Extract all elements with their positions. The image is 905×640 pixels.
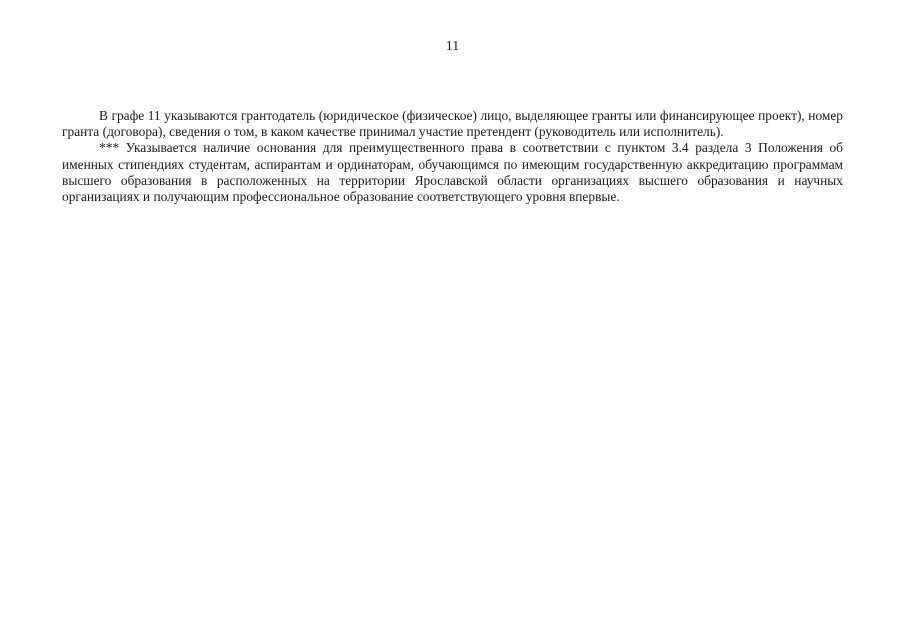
paragraph-grant-note: В графе 11 указываются грантодатель (юридическое (физическое) лицо, выделяющее гранты или финансирующее проект), номер гранта (договора), сведения о том, в каком качестве принимал участие претендент (руководитель или исполнитель).: [62, 108, 843, 140]
paragraph-preferential-right-note: *** Указывается наличие основания для преимущественного права в соответствии с пунктом 3.4 раздела 3 Положения об именных стипендиях студентам, аспирантам и ординаторам, обучающимся по имеющим государственную аккредитацию программам высшего образования в расположенных на территории Ярославской области организациях высшего образования и научных организациях и получающим профессиональное образование соответствующего уровня впервые.: [62, 140, 843, 205]
document-body: [62, 108, 843, 205]
page-number: 11: [445, 39, 460, 54]
